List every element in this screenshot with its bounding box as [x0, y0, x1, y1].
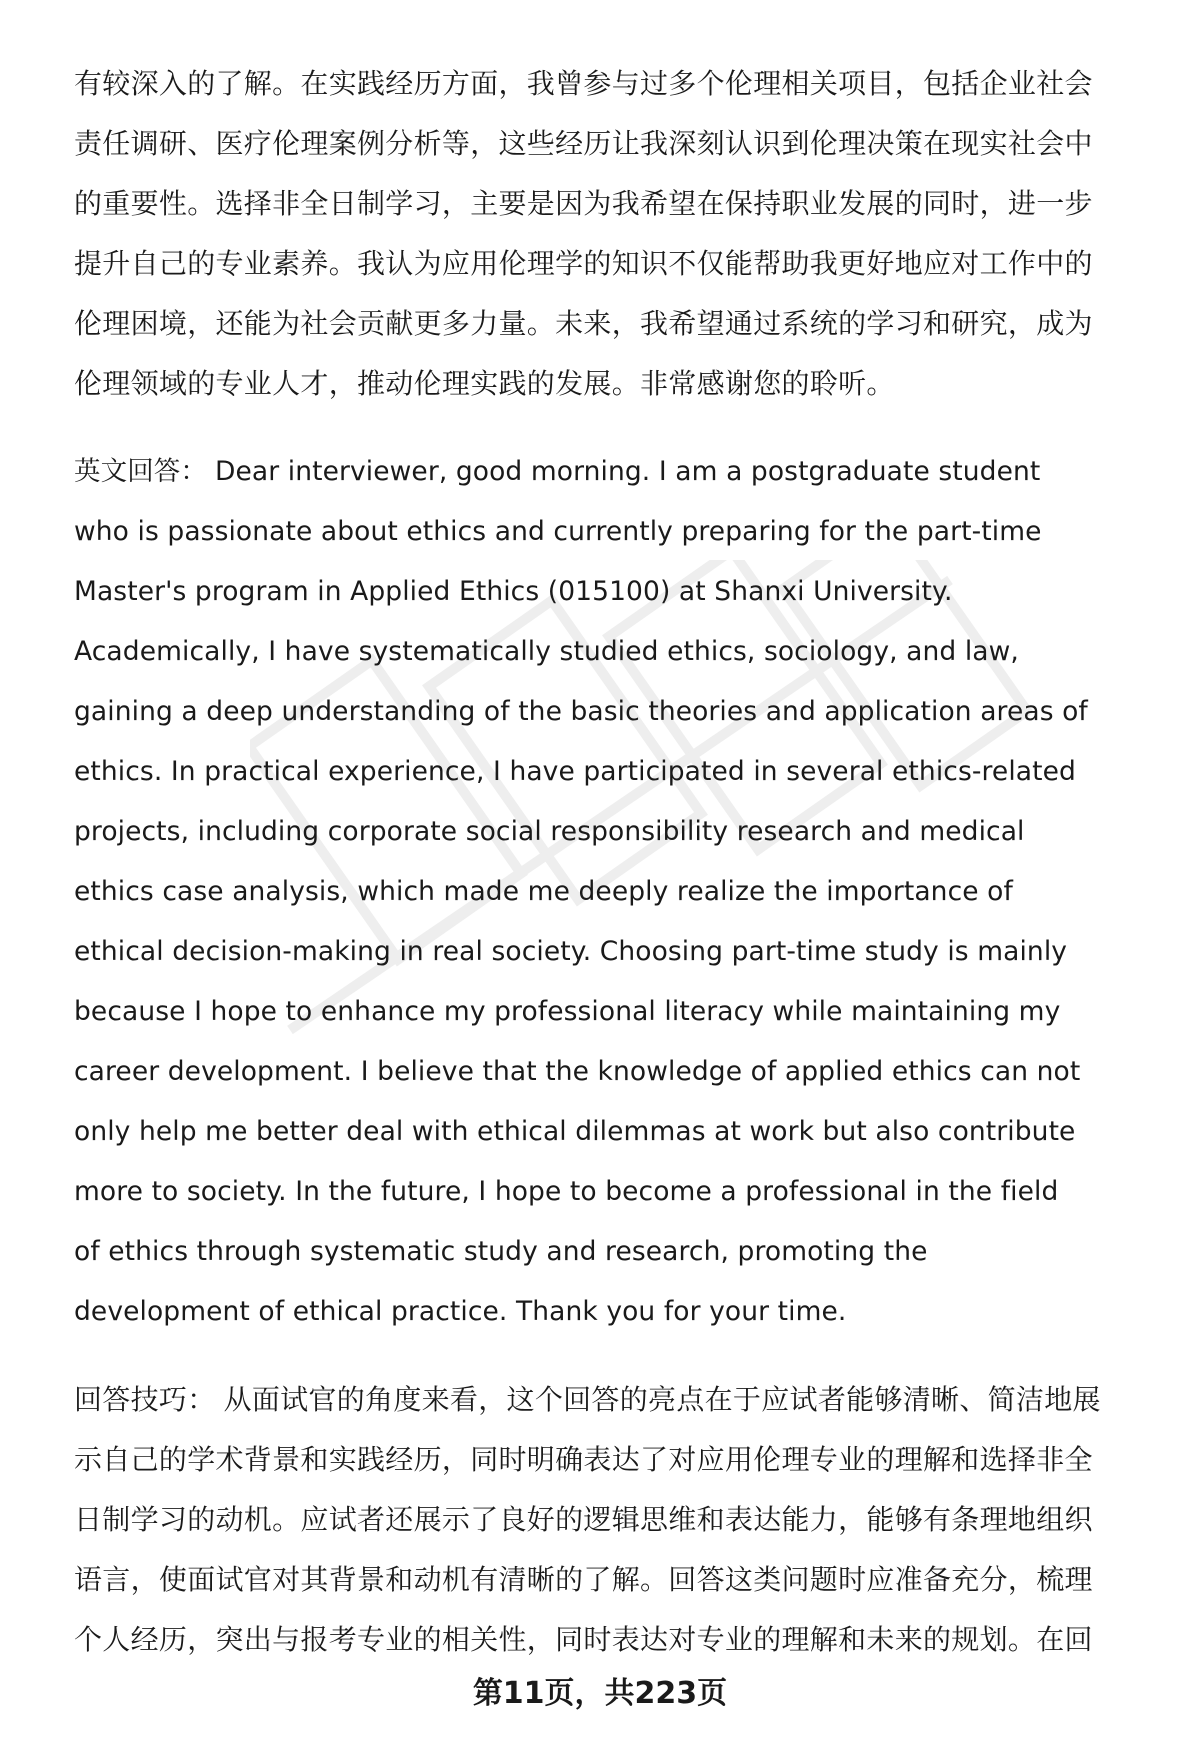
- page-indicator: 第11页，共223页: [472, 1676, 728, 1711]
- text-line: of ethics through systematic study and research, promoting the: [74, 1236, 928, 1267]
- text-line: 伦理困境，还能为社会贡献更多力量。未来，我希望通过系统的学习和研究，成为: [74, 307, 1093, 340]
- text-line-content: Dear interviewer, good morning. I am a postgraduate student: [215, 456, 1041, 487]
- text-line: [74, 442, 1158, 502]
- text-line: 责任调研、医疗伦理案例分析等，这些经历让我深刻认识到伦理决策在现实社会中: [74, 127, 1093, 160]
- text-line: 有较深入的了解。在实践经历方面，我曾参与过多个伦理相关项目，包括企业社会: [74, 67, 1093, 100]
- text-line: [74, 1370, 1158, 1430]
- text-line: only help me better deal with ethical dilemmas at work but also contribute: [74, 1116, 1076, 1147]
- text-line: career development. I believe that the knowledge of applied ethics can not: [74, 1056, 1081, 1087]
- text-line: 语言，使面试官对其背景和动机有清晰的了解。回答这类问题时应准备充分，梳理: [74, 1563, 1093, 1596]
- answer-tips-label: 回答技巧：: [74, 1383, 216, 1416]
- paragraph-chinese-answer: [74, 54, 1158, 414]
- paragraph-answer-tips: [74, 1370, 1158, 1670]
- text-line: gaining a deep understanding of the basic theories and application areas of: [74, 696, 1088, 727]
- text-line: development of ethical practice. Thank you for your time.: [74, 1296, 847, 1327]
- text-line: Academically, I have systematically studied ethics, sociology, and law,: [74, 636, 1019, 667]
- english-answer-label: 英文回答：: [74, 456, 207, 487]
- text-line: projects, including corporate social responsibility research and medical: [74, 816, 1025, 847]
- text-line: ethics. In practical experience, I have participated in several ethics-related: [74, 756, 1076, 787]
- text-line: ethics case analysis, which made me deeply realize the importance of: [74, 876, 1013, 907]
- body-text: [74, 54, 1158, 1698]
- text-line: who is passionate about ethics and currently preparing for the part-time: [74, 516, 1042, 547]
- text-line: Master's program in Applied Ethics (015100) at Shanxi University.: [74, 576, 953, 607]
- text-line: 伦理领域的专业人才，推动伦理实践的发展。非常感谢您的聆听。: [74, 367, 895, 400]
- text-line-content: 从面试官的角度来看，这个回答的亮点在于应试者能够清晰、简洁地展: [223, 1383, 1101, 1416]
- text-line: 示自己的学术背景和实践经历，同时明确表达了对应用伦理专业的理解和选择非全: [74, 1443, 1093, 1476]
- text-line: because I hope to enhance my professional literacy while maintaining my: [74, 996, 1061, 1027]
- text-line: ethical decision-making in real society. Choosing part-time study is mainly: [74, 936, 1068, 967]
- text-line: 提升自己的专业素养。我认为应用伦理学的知识不仅能帮助我更好地应对工作中的: [74, 247, 1093, 280]
- text-line: 日制学习的动机。应试者还展示了良好的逻辑思维和表达能力，能够有条理地组织: [74, 1503, 1093, 1536]
- paragraph-english-answer: [74, 442, 1158, 1342]
- text-line: 个人经历，突出与报考专业的相关性，同时表达对专业的理解和未来的规划。在回: [74, 1623, 1093, 1656]
- text-line: 的重要性。选择非全日制学习，主要是因为我希望在保持职业发展的同时，进一步: [74, 187, 1093, 220]
- text-line: more to society. In the future, I hope to become a professional in the field: [74, 1176, 1059, 1207]
